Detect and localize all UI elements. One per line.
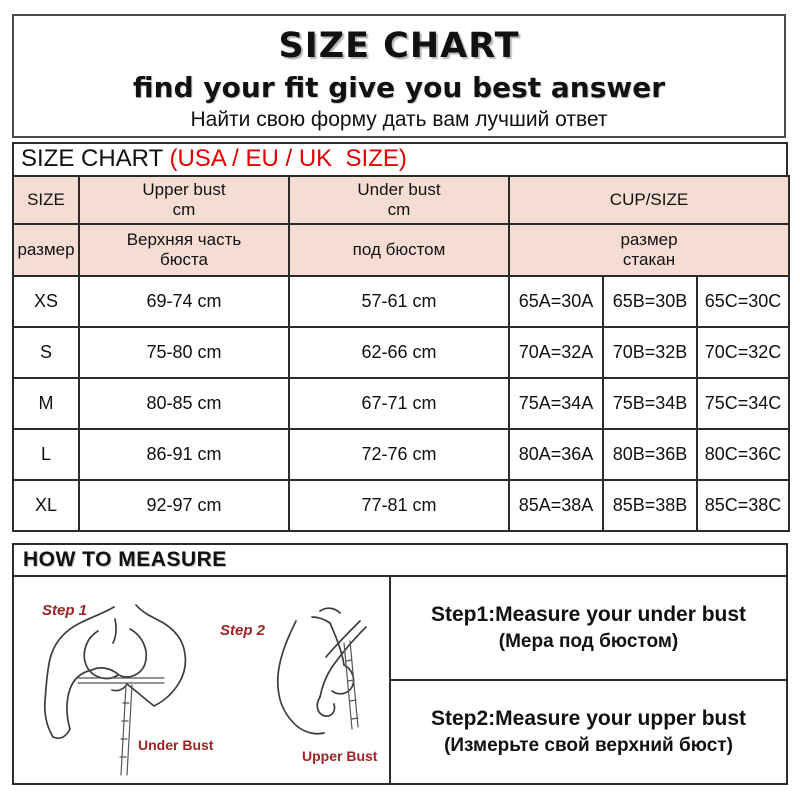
step1-instruction-russian: (Мера под бюстом) — [498, 631, 679, 652]
step1-figure — [42, 602, 214, 775]
cell-under: 77-81 cm — [289, 480, 509, 531]
measure-figures-illustration — [14, 577, 389, 783]
step1-label: Step 1 — [42, 602, 88, 619]
cell-cup-a: 70A=32A — [509, 327, 603, 378]
cell-cup-b: 75B=34B — [603, 378, 697, 429]
table-row-l — [13, 429, 789, 480]
measure-steps-panel — [391, 577, 786, 783]
cell-under: 62-66 cm — [289, 327, 509, 378]
cell-cup-a: 85A=38A — [509, 480, 603, 531]
how-to-measure-section — [12, 543, 788, 785]
cell-under: 67-71 cm — [289, 378, 509, 429]
cup-ru-line2: стакан — [622, 250, 676, 269]
step2-instruction: Step2:Measure your upper bust — [430, 707, 747, 730]
cell-cup-c: 70C=32C — [697, 327, 789, 378]
upper-bust-unit: cm — [172, 200, 196, 219]
cell-size: XL — [13, 480, 79, 531]
col-header-cup-size-ru — [509, 224, 789, 276]
col-header-size: SIZE — [13, 176, 79, 224]
cell-under: 72-76 cm — [289, 429, 509, 480]
under-bust-unit: cm — [387, 200, 411, 219]
cell-upper: 80-85 cm — [79, 378, 289, 429]
under-bust-label: Under bust — [357, 180, 441, 200]
step2-instruction-cell — [391, 681, 786, 783]
table-row-s — [13, 327, 789, 378]
heading-red-text: (USA / EU / UK SIZE) — [169, 145, 407, 172]
cell-cup-c: 80C=36C — [697, 429, 789, 480]
step2-figure — [220, 608, 378, 764]
table-row-m — [13, 378, 789, 429]
step2-instruction-russian: (Измерьте свой верхний бюст) — [444, 735, 733, 756]
page-title: SIZE CHART — [278, 26, 520, 66]
col-header-under-bust-ru: под бюстом — [289, 224, 509, 276]
header-box — [12, 14, 786, 138]
page-subtitle-russian: Найти свою форму дать вам лучший ответ — [190, 108, 608, 131]
cup-ru-line1: размер — [620, 230, 678, 250]
cell-cup-b: 70B=32B — [603, 327, 697, 378]
page-subtitle: find your fit give you best answer — [132, 71, 666, 104]
col-header-under-bust — [289, 176, 509, 224]
col-header-upper-bust-ru — [79, 224, 289, 276]
step1-instruction: Step1:Measure your under bust — [430, 603, 747, 626]
upper-bust-ru-line1: Верхняя часть — [126, 230, 242, 250]
how-to-measure-body — [12, 577, 788, 785]
size-table — [12, 175, 790, 532]
cell-cup-c: 75C=34C — [697, 378, 789, 429]
step2-label: Step 2 — [220, 622, 266, 639]
col-header-upper-bust — [79, 176, 289, 224]
cell-size: S — [13, 327, 79, 378]
table-row-xs — [13, 276, 789, 327]
table-header-row-ru — [13, 224, 789, 276]
size-chart-section — [12, 142, 788, 532]
cell-cup-b: 80B=36B — [603, 429, 697, 480]
measure-figures-panel — [14, 577, 391, 783]
heading-black-text: SIZE CHART — [21, 145, 170, 172]
cell-cup-a: 65A=30A — [509, 276, 603, 327]
step1-instruction-cell — [391, 577, 786, 681]
table-row-xl — [13, 480, 789, 531]
cell-upper: 92-97 cm — [79, 480, 289, 531]
cell-cup-b: 85B=38B — [603, 480, 697, 531]
cell-under: 57-61 cm — [289, 276, 509, 327]
cell-cup-c: 65C=30C — [697, 276, 789, 327]
cell-size: M — [13, 378, 79, 429]
cell-cup-a: 75A=34A — [509, 378, 603, 429]
under-bust-caption: Under Bust — [138, 737, 214, 753]
cell-size: XS — [13, 276, 79, 327]
upper-bust-ru-line2: бюста — [159, 250, 209, 269]
table-header-row-en — [13, 176, 789, 224]
cell-upper: 69-74 cm — [79, 276, 289, 327]
cell-size: L — [13, 429, 79, 480]
cell-cup-c: 85C=38C — [697, 480, 789, 531]
upper-bust-label: Upper bust — [142, 180, 226, 200]
col-header-size-ru: размер — [13, 224, 79, 276]
size-chart-heading — [12, 142, 788, 175]
cell-cup-a: 80A=36A — [509, 429, 603, 480]
cell-cup-b: 65B=30B — [603, 276, 697, 327]
cell-upper: 86-91 cm — [79, 429, 289, 480]
how-to-measure-title: HOW TO MEASURE — [12, 543, 788, 577]
cell-upper: 75-80 cm — [79, 327, 289, 378]
col-header-cup-size: CUP/SIZE — [509, 176, 789, 224]
upper-bust-caption: Upper Bust — [302, 748, 378, 764]
